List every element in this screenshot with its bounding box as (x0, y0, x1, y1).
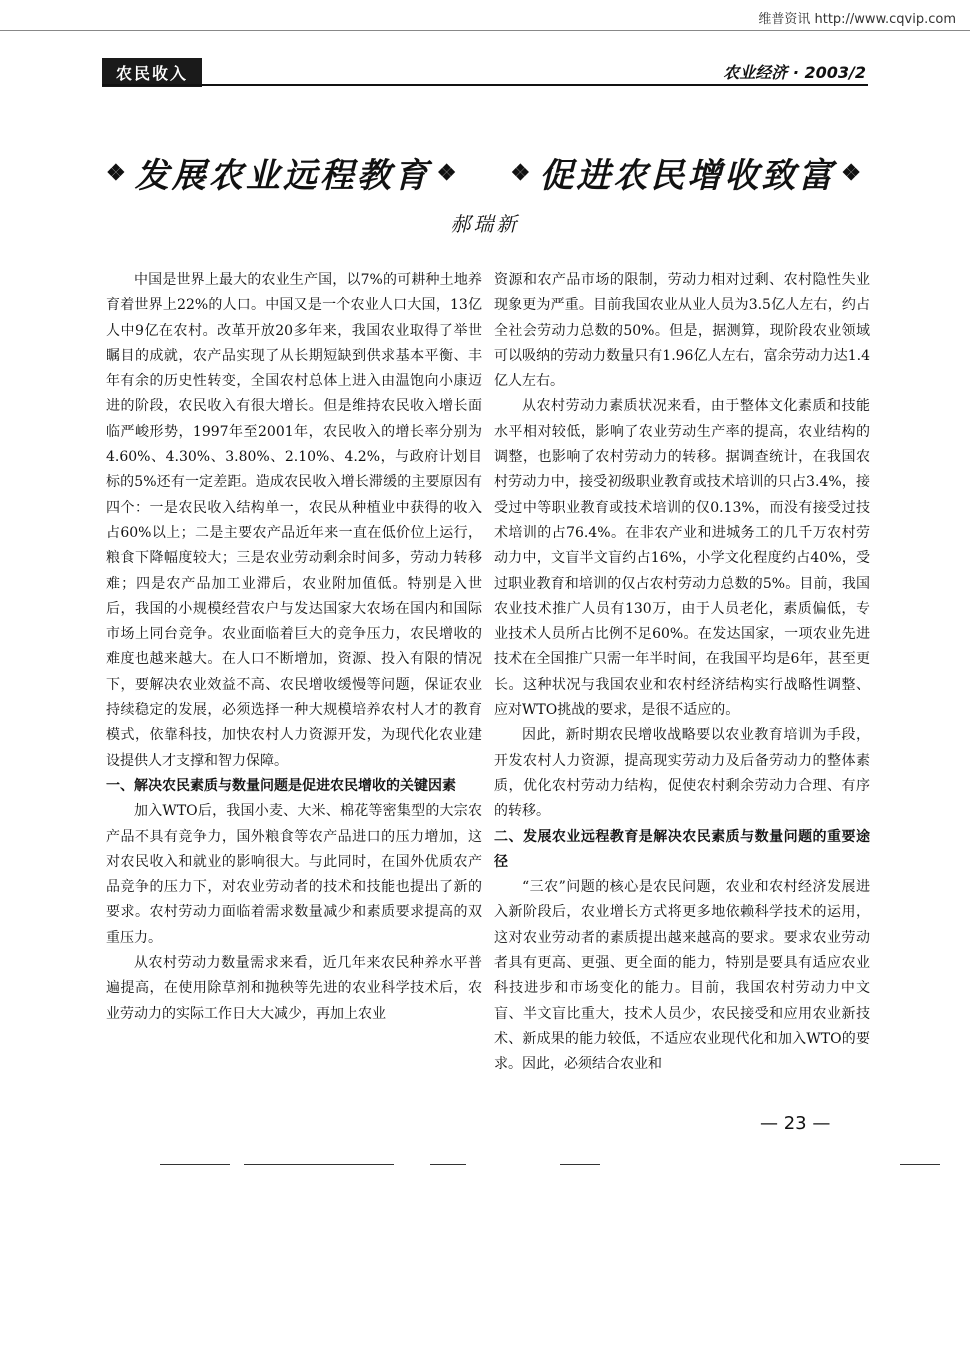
ornament-icon: ❖ (436, 159, 460, 186)
section-heading: 一、解决农民素质与数量问题是促进农民增收的关键因素 (106, 777, 456, 794)
author: 郝瑞新 (450, 212, 520, 236)
footer-rule (430, 1164, 466, 1165)
footer-rule (160, 1164, 230, 1165)
paragraph: 中国是世界上最大的农业生产国，以7%的可耕种土地养育着世界上22%的人口。中国又是一个农业人口大国，13亿人中9亿在农村。改革开放20多年来，我国农业取得了举世瞩目的成就，农产品实现了从长期短缺到供求基本平衡、丰年有余的历史性转变，全国农村总体上进入由温饱向小康迈进的阶段，农民收入有很大增长。但是维持农民收入增长面临严峻形势，1997年至2001年，农民收入的增长率分别为4.60%、4.30%、3.80%、2.10%、4.2%，与政府计划目标的5%还有一定差距。造成农民收入增长滞缓的主要原因有四个：一是农民收入结构单一，农民从种植业中获得的收入占60%以上；二是主要农产品近年来一直在低价位上运行，粮食下降幅度较大；三是农业劳动剩余时间多，劳动力转移难；四是农产品加工业滞后，农业附加值低。特别是入世后，我国的小规模经营农户与发达国家大农场在国内和国际市场上同台竞争。农业面临着巨大的竞争压力，农民增收的难度也越来越大。在人口不断增加，资源、投入有限的情况下，要解决农业效益不高、农民增收缓慢等问题，保证农业持续稳定的发展，必须选择一种大规模培养农村人才的教育模式，依靠科技，加快农村人力资源开发，为现代化农业建设提供人才支撑和智力保障。 (106, 272, 482, 769)
footer-rule (244, 1164, 394, 1165)
ornament-icon: ❖ (841, 159, 864, 186)
title-text-1: 发展农业远程教育 (134, 156, 431, 196)
title-part-1 (100, 148, 465, 197)
paragraph: 加入WTO后，我国小麦、大米、棉花等密集型的大宗农产品不具有竞争力，国外粮食等农产品进口的压力增加，这对农民收入和就业的影响很大。与此同时，在国外优质农产品竞争的压力下，对农业劳动者的技术和技能也提出了新的要求。农村劳动力面临着需求数量减少和素质要求提高的双重压力。 (106, 803, 482, 946)
top-rule (0, 30, 970, 31)
paragraph: 因此，新时期农民增收战略要以农业教育培训为手段，开发农村人力资源，提高现实劳动力及后备劳动力的整体素质，优化农村劳动力结构，促使农村剩余劳动力合理、有序的转移。 (494, 727, 870, 820)
paragraph: 资源和农产品市场的限制，劳动力相对过剩、农村隐性失业现象更为严重。目前我国农业从业人员为3.5亿人左右，约占全社会劳动力总数的50%。但是，据测算，现阶段农业领域可以吸纳的劳动力数量只有1.96亿人左右，富余劳动力达1.4亿人左右。 (494, 272, 870, 390)
watermark: 维普资讯 http://www.cqvip.com (758, 12, 956, 27)
article-title (100, 148, 870, 197)
journal-info: 农业经济 · 2003/2 (723, 63, 866, 82)
title-part-2 (505, 148, 870, 197)
ornament-icon: ❖ (106, 159, 129, 186)
page-number: — 23 — (760, 1113, 831, 1134)
right-column (494, 268, 870, 1078)
paragraph: “三农”问题的核心是农民问题，农业和农村经济发展进入新阶段后，农业增长方式将更多地依赖科学技术的运用，这对农业劳动者的素质提出越来越高的要求。要求农业劳动者具有更高、更强、更全面的能力，特别是要具有适应农业科技进步和市场变化的能力。目前，我国农村劳动力中文盲、半文盲比重大，技术人员少，农民接受和应用农业新技术、新成果的能力较低，不适应农业现代化和加入WTO的要求。因此，必须结合农业和 (494, 879, 870, 1073)
footer-rule (900, 1164, 940, 1165)
section-tag: 农民收入 (102, 58, 202, 87)
ornament-icon: ❖ (510, 159, 534, 186)
left-column (106, 268, 482, 1027)
paragraph: 从农村劳动力素质状况来看，由于整体文化素质和技能水平相对较低，影响了农业劳动生产率的提高，农业结构的调整，也影响了农村劳动力的转移。据调查统计，在我国农村劳动力中，接受初级职业教育或技术培训的只占3.4%，接受过中等职业教育或技术培训的仅0.13%，而没有接受过技术培训的占76.4%。在非农产业和进城务工的几千万农村劳动力中，文盲半文盲约占16%，小学文化程度约占40%，受过职业教育和培训的仅占农村劳动力总数的5%。目前，我国农业技术推广人员有130万，由于人员老化，素质偏低，专业技术人员所占比例不足60%。在发达国家，一项农业先进技术在全国推广只需一年半时间，在我国平均是6年，甚至更长。这种状况与我国农业和农村经济结构实行战略性调整、应对WTO挑战的要求，是很不适应的。 (494, 398, 870, 719)
section-heading: 二、发展农业远程教育是解决农民素质与数量问题的重要途径 (494, 828, 870, 870)
title-text-2: 促进农民增收致富 (539, 156, 836, 196)
paragraph: 从农村劳动力数量需求来看，近几年来农民种养水平普遍提高，在使用除草剂和抛秧等先进的农业科学技术后，农业劳动力的实际工作日大大减少，再加上农业 (106, 955, 482, 1022)
header-rule (102, 84, 868, 86)
footer-rule (560, 1164, 600, 1165)
